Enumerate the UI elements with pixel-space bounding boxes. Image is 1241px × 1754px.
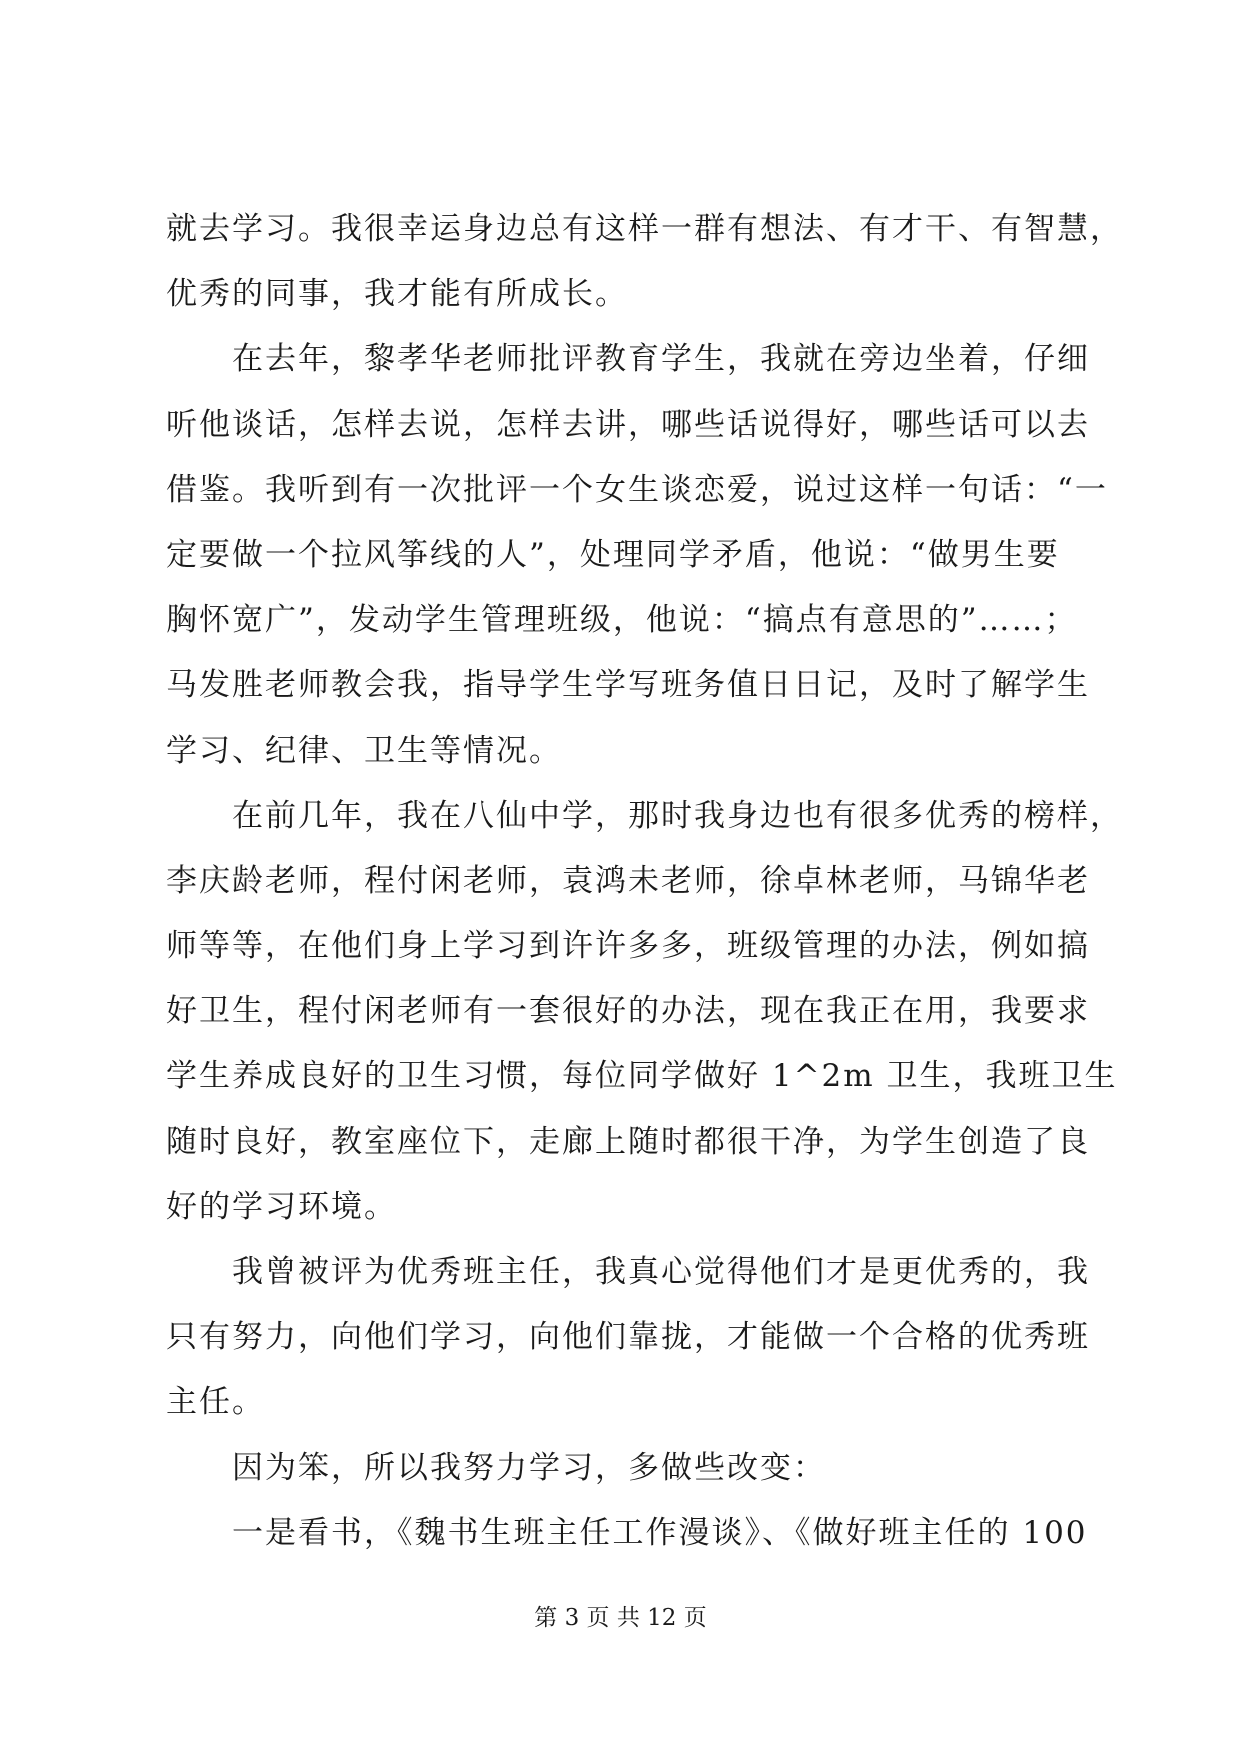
text-line: 只有努力，向他们学习，向他们靠拢，才能做一个合格的优秀班 bbox=[166, 1319, 1090, 1356]
text-line: 我曾被评为优秀班主任，我真心觉得他们才是更优秀的，我 bbox=[232, 1254, 1090, 1290]
body-text bbox=[166, 197, 1123, 1566]
text-line: 一是看书，《魏书生班主任工作漫谈》、《做好班主任的 100 bbox=[232, 1514, 1088, 1551]
text-line: 随时良好，教室座位下，走廊上随时都很干净，为学生创造了良 bbox=[166, 1123, 1090, 1160]
text-line: 因为笨，所以我努力学习，多做些改变： bbox=[232, 1449, 826, 1486]
text-line: 优秀的同事，我才能有所成长。 bbox=[166, 276, 628, 313]
text-line: 定要做一个拉风筝线的人”，处理同学矛盾，他说：“做男生要 bbox=[166, 536, 1060, 573]
text-line: 好的学习环境。 bbox=[166, 1188, 397, 1225]
text-line: 学生养成良好的卫生习惯，每位同学做好 1^2m 卫生，我班卫生 bbox=[166, 1058, 1118, 1095]
text-line: 胸怀宽广”，发动学生管理班级，他说：“搞点有意思的”……； bbox=[166, 602, 1078, 639]
text-line: 听他谈话，怎样去说，怎样去讲，哪些话说得好，哪些话可以去 bbox=[166, 406, 1090, 443]
text-line: 马发胜老师教会我，指导学生学写班务值日日记，及时了解学生 bbox=[166, 667, 1090, 704]
text-line: 就去学习。我很幸运身边总有这样一群有想法、有才干、有智慧， bbox=[166, 211, 1123, 247]
text-line: 主任。 bbox=[166, 1384, 265, 1421]
text-line: 学习、纪律、卫生等情况。 bbox=[166, 732, 562, 769]
text-line: 师等等，在他们身上学习到许许多多，班级管理的办法，例如搞 bbox=[166, 928, 1090, 965]
text-line: 在去年，黎孝华老师批评教育学生，我就在旁边坐着，仔细 bbox=[232, 341, 1090, 378]
text-line: 李庆龄老师，程付闲老师，袁鸿未老师，徐卓林老师，马锦华老 bbox=[166, 862, 1090, 899]
text-line: 借鉴。我听到有一次批评一个女生谈恋爱，说过这样一句话：“一 bbox=[166, 471, 1108, 508]
page-number-footer: 第 3 页 共 12 页 bbox=[534, 1605, 707, 1631]
text-line: 在前几年，我在八仙中学，那时我身边也有很多优秀的榜样， bbox=[232, 797, 1123, 834]
text-line: 好卫生，程付闲老师有一套很好的办法，现在我正在用，我要求 bbox=[166, 993, 1090, 1030]
